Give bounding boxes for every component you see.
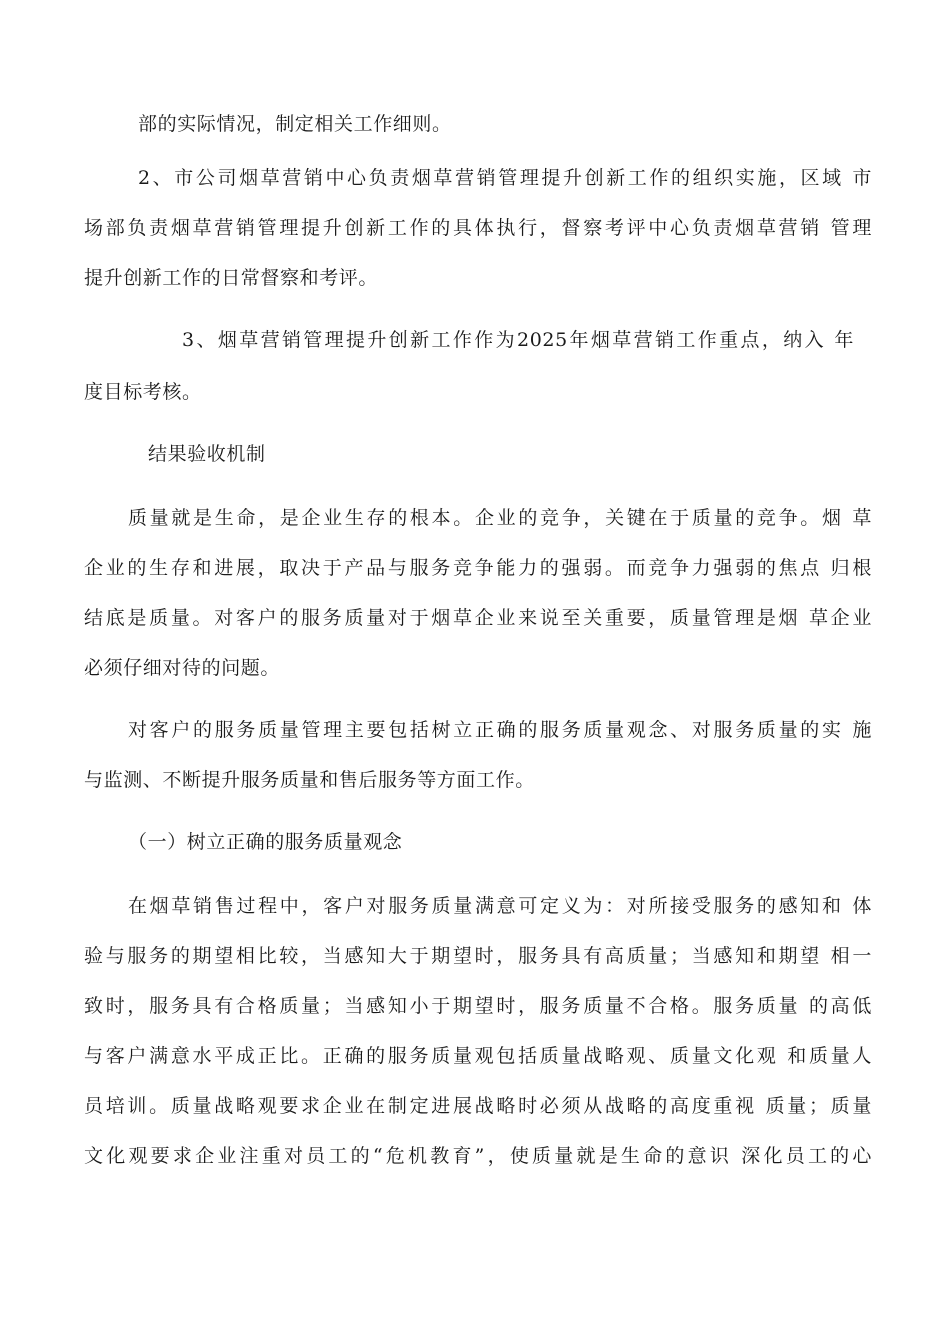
text-line: 企业的生存和进展，取决于产品与服务竞争能力的强弱。而竞争力强弱的焦点 归根 xyxy=(84,557,872,579)
text-line: 必须仔细对待的问题。 xyxy=(84,657,281,679)
text-line: 与客户满意水平成正比。正确的服务质量观包括质量战略观、质量文化观 和质量人 xyxy=(84,1045,872,1067)
text-line: 2、市公司烟草营销中心负责烟草营销管理提升创新工作的组织实施，区域 市 xyxy=(138,167,872,189)
text-line: 3、烟草营销管理提升创新工作作为2025年烟草营销工作重点，纳入 年 xyxy=(182,329,854,351)
text-line: 度目标考核。 xyxy=(84,381,202,403)
text-line: 部的实际情况，制定相关工作细则。 xyxy=(138,113,452,135)
text-line: 结底是质量。对客户的服务质量对于烟草企业来说至关重要，质量管理是烟 草企业 xyxy=(84,607,872,629)
section-heading: （一）树立正确的服务质量观念 xyxy=(128,831,403,853)
text-line: 文化观要求企业注重对员工的“危机教育”，使质量就是生命的意识 深化员工的心 xyxy=(84,1145,872,1167)
text-line: 致时，服务具有合格质量；当感知小于期望时，服务质量不合格。服务质量 的高低 xyxy=(84,995,872,1017)
text-line: 场部负责烟草营销管理提升创新工作的具体执行，督察考评中心负责烟草营销 管理 xyxy=(84,217,872,239)
text-line: 员培训。质量战略观要求企业在制定进展战略时必须从战略的高度重视 质量；质量 xyxy=(84,1095,872,1117)
text-line: 提升创新工作的日常督察和考评。 xyxy=(84,267,379,289)
text-line: 验与服务的期望相比较，当感知大于期望时，服务具有高质量；当感知和期望 相一 xyxy=(84,945,872,967)
text-line: 在烟草销售过程中，客户对服务质量满意可定义为：对所接受服务的感知和 体 xyxy=(128,895,872,917)
text-line: 与监测、不断提升服务质量和售后服务等方面工作。 xyxy=(84,769,535,791)
text-line: 对客户的服务质量管理主要包括树立正确的服务质量观念、对服务质量的实 施 xyxy=(128,719,872,741)
text-line: 质量就是生命，是企业生存的根本。企业的竞争，关键在于质量的竞争。烟 草 xyxy=(128,507,872,529)
section-heading: 结果验收机制 xyxy=(148,443,266,465)
